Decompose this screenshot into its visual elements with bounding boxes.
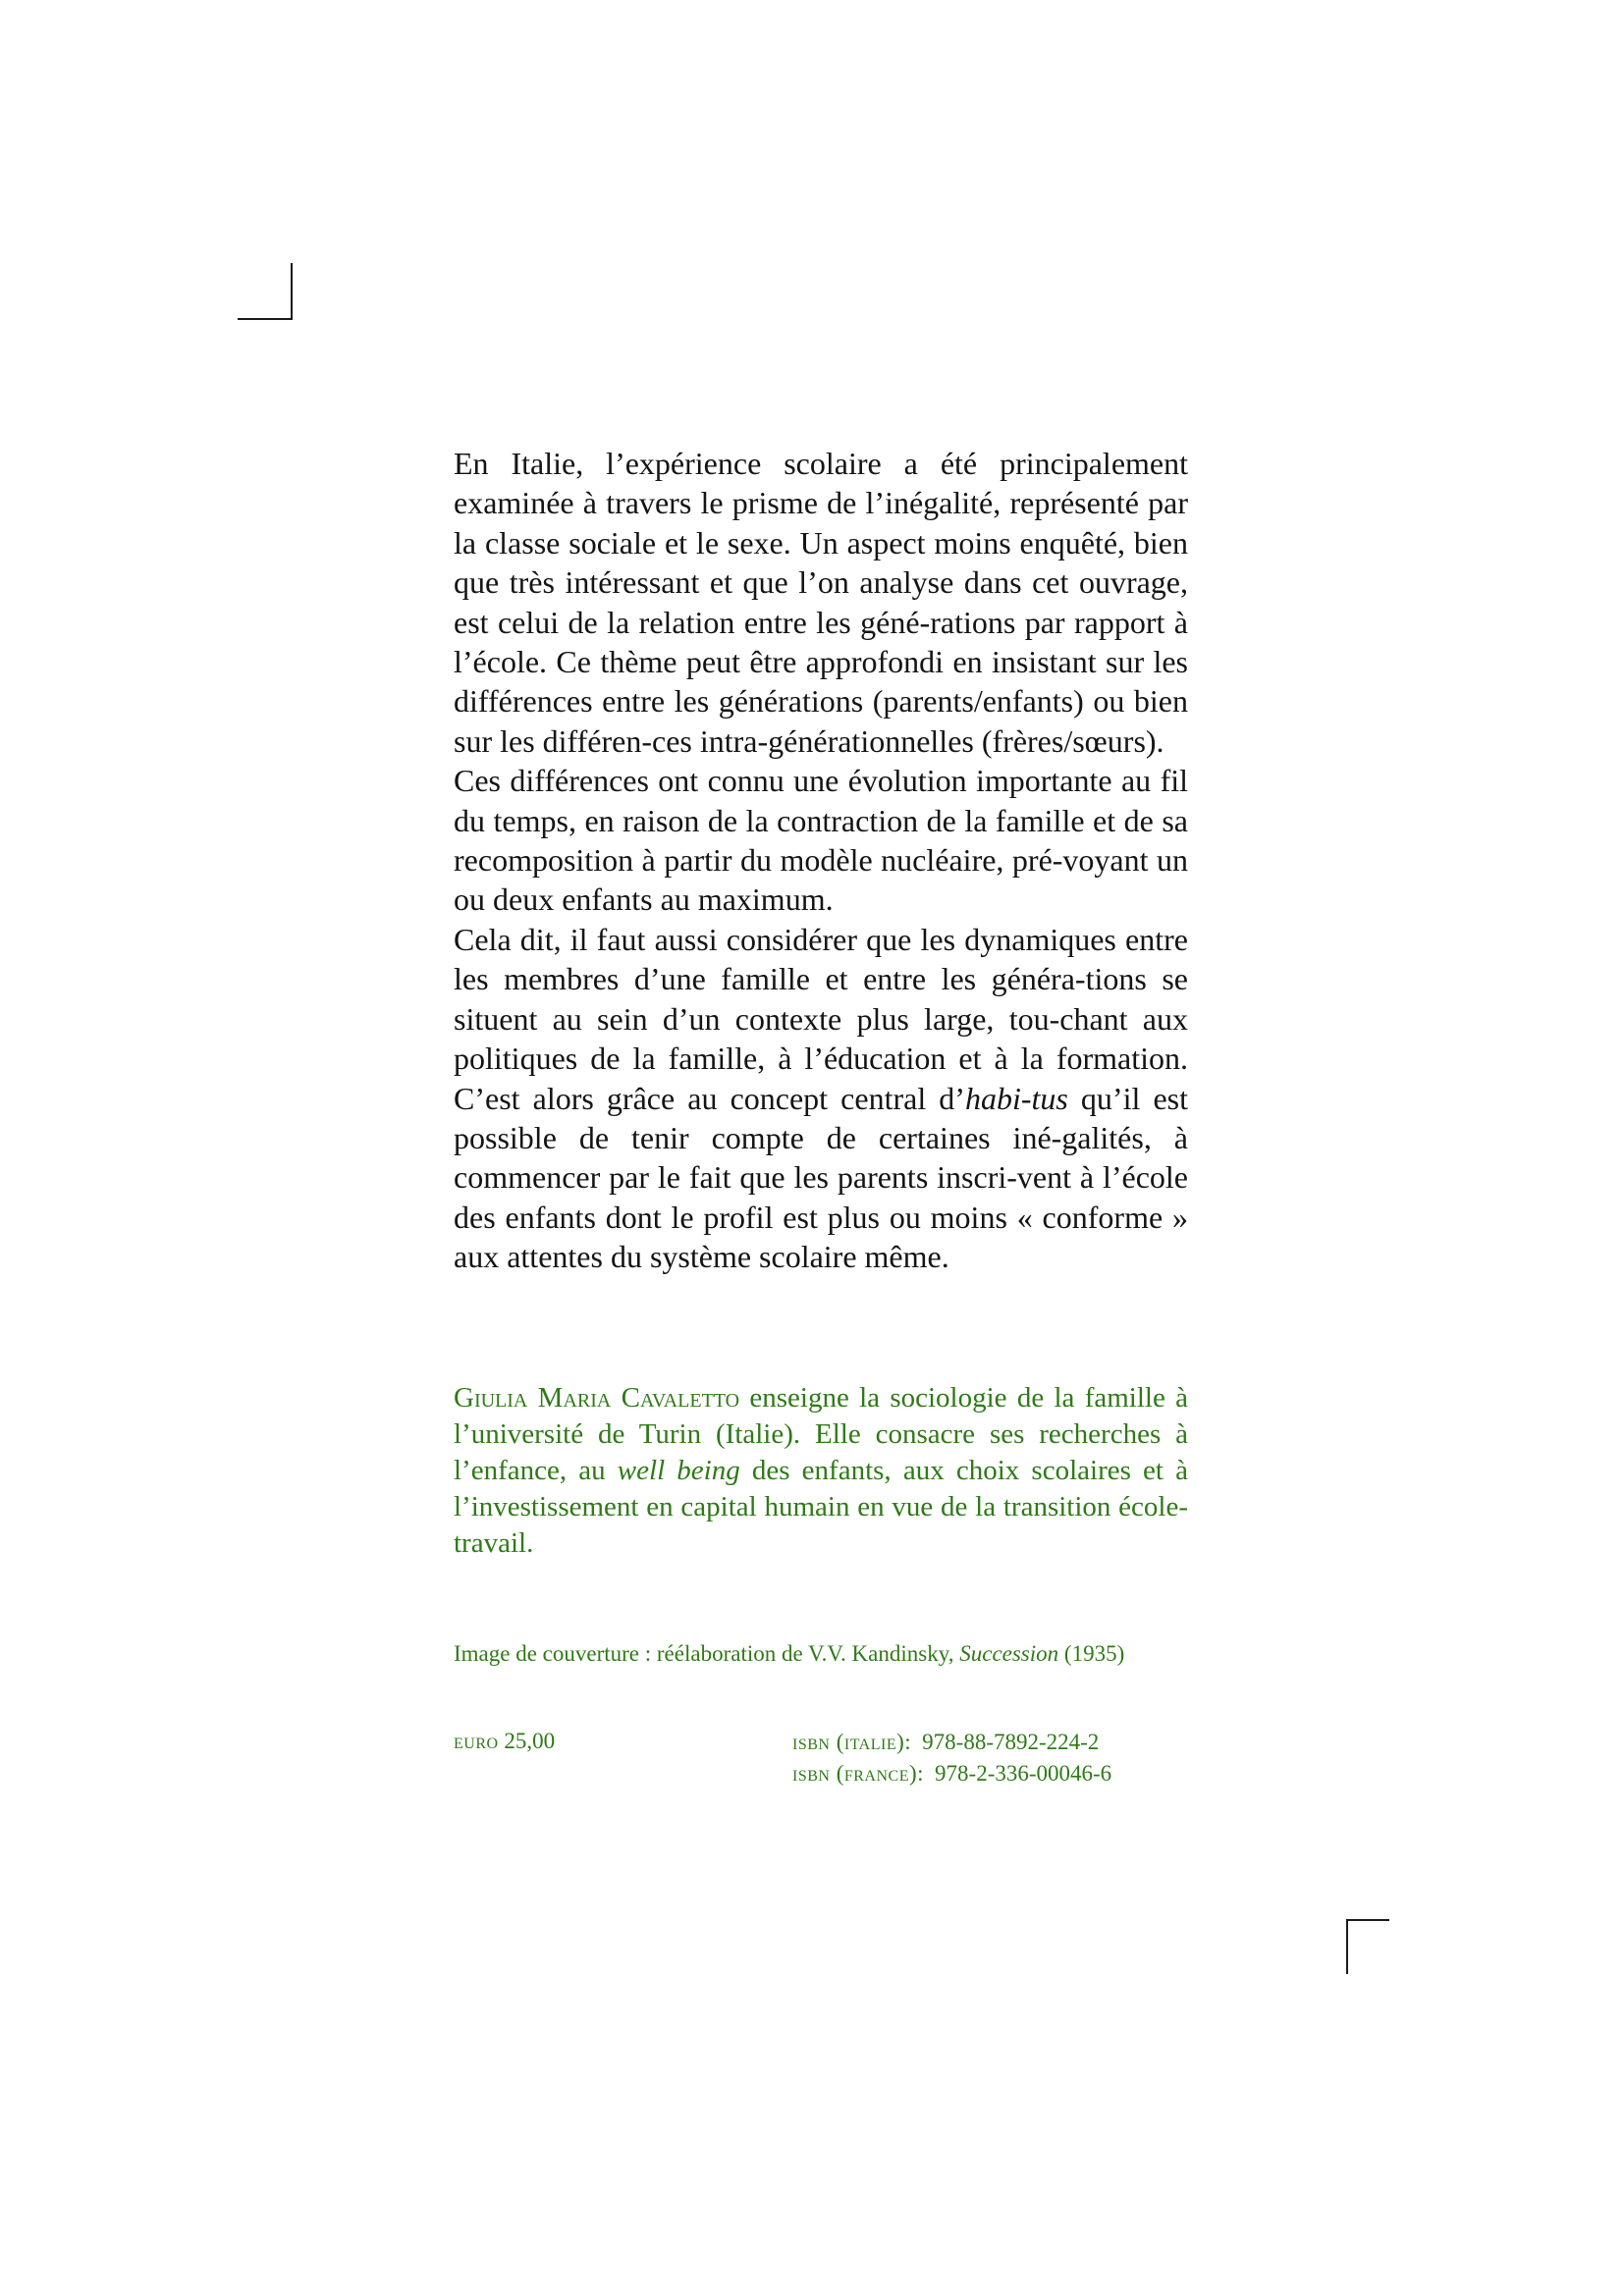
summary-paragraph-3-start: Cela dit, il faut aussi considérer que les dynamiques entre les membres d’une famille et entre les généra-tions se situent au sein d’un contexte plus large, tou-chant aux politiques de la famille, à l’éducation et à la formation. C’est alors grâce au concept central d’: [454, 921, 1188, 1116]
cover-image-credit: [454, 1639, 1239, 1669]
price-currency: euro: [454, 1729, 499, 1753]
crop-mark-top-left-vertical: [291, 263, 293, 320]
isbn-france-separator: :: [917, 1761, 936, 1786]
author-bio-text-end: des enfants, aux choix scolaires et à l’investissement en capital humain en vue de la transition école-travail.: [454, 1455, 1188, 1559]
crop-mark-bottom-right-horizontal: [1346, 1919, 1389, 1921]
isbn-france-number: 978-2-336-00046-6: [935, 1761, 1112, 1786]
habitus-term: habi-tus: [964, 1080, 1068, 1116]
author-bio: [454, 1380, 1188, 1562]
summary-paragraph-2: Ces différences ont connu une évolution importante au fil du temps, en raison de la contraction de la famille et de sa recomposition à partir du modèle nucléaire, pré-voyant un ou deux enfants au maximum.: [454, 763, 1188, 918]
isbn-france-label: isbn (france): [792, 1761, 918, 1786]
summary-paragraph-3-end: qu’il est possible de tenir compte de certaines iné-galités, à commencer par le fait que les parents inscri-vent à l’école des enfants dont le profil est plus ou moins « conforme » aux attentes du système scolaire même.: [454, 1080, 1189, 1275]
isbn-italy: [792, 1727, 1111, 1758]
credit-artwork-title: Succession: [959, 1641, 1059, 1666]
author-name: Giulia Maria Cavaletto: [454, 1382, 740, 1414]
credit-year: (1935): [1058, 1641, 1125, 1666]
back-cover-summary: [454, 444, 1188, 1277]
isbn-france: [792, 1758, 1111, 1789]
credit-text: Image de couverture : réélaboration de V.V. Kandinsky,: [454, 1641, 960, 1666]
price-amount: 25,00: [498, 1729, 556, 1753]
author-bio-text-start: enseigne la sociologie de la famille à l’université de Turin (Italie). Elle consacre ses recherches à l’enfance, au: [454, 1382, 1188, 1486]
isbn-italy-separator: :: [904, 1730, 923, 1754]
isbn-italy-number: 978-88-7892-224-2: [922, 1730, 1100, 1754]
author-bio-italic: well being: [617, 1455, 740, 1486]
isbn-italy-label: isbn (italie): [792, 1730, 905, 1754]
price: [454, 1727, 555, 1756]
crop-mark-top-left-horizontal: [238, 318, 293, 320]
summary-paragraph-1: En Italie, l’expérience scolaire a été principalement examinée à travers le prisme de l’inégalité, représenté par la classe sociale et le sexe. Un aspect moins enquêté, bien que très intéressant et que l’on analyse dans cet ouvrage, est celui de la relation entre les géné-rations par rapport à l’école. Ce thème peut être approfondi en insistant sur les différences entre les générations (parents/enfants) ou bien sur les différen-ces intra-générationnelles (frères/sœurs).: [454, 446, 1188, 759]
isbn-block: [792, 1727, 1111, 1789]
summary-paragraph-3: [454, 920, 1188, 1277]
crop-mark-bottom-right-vertical: [1346, 1919, 1348, 1974]
